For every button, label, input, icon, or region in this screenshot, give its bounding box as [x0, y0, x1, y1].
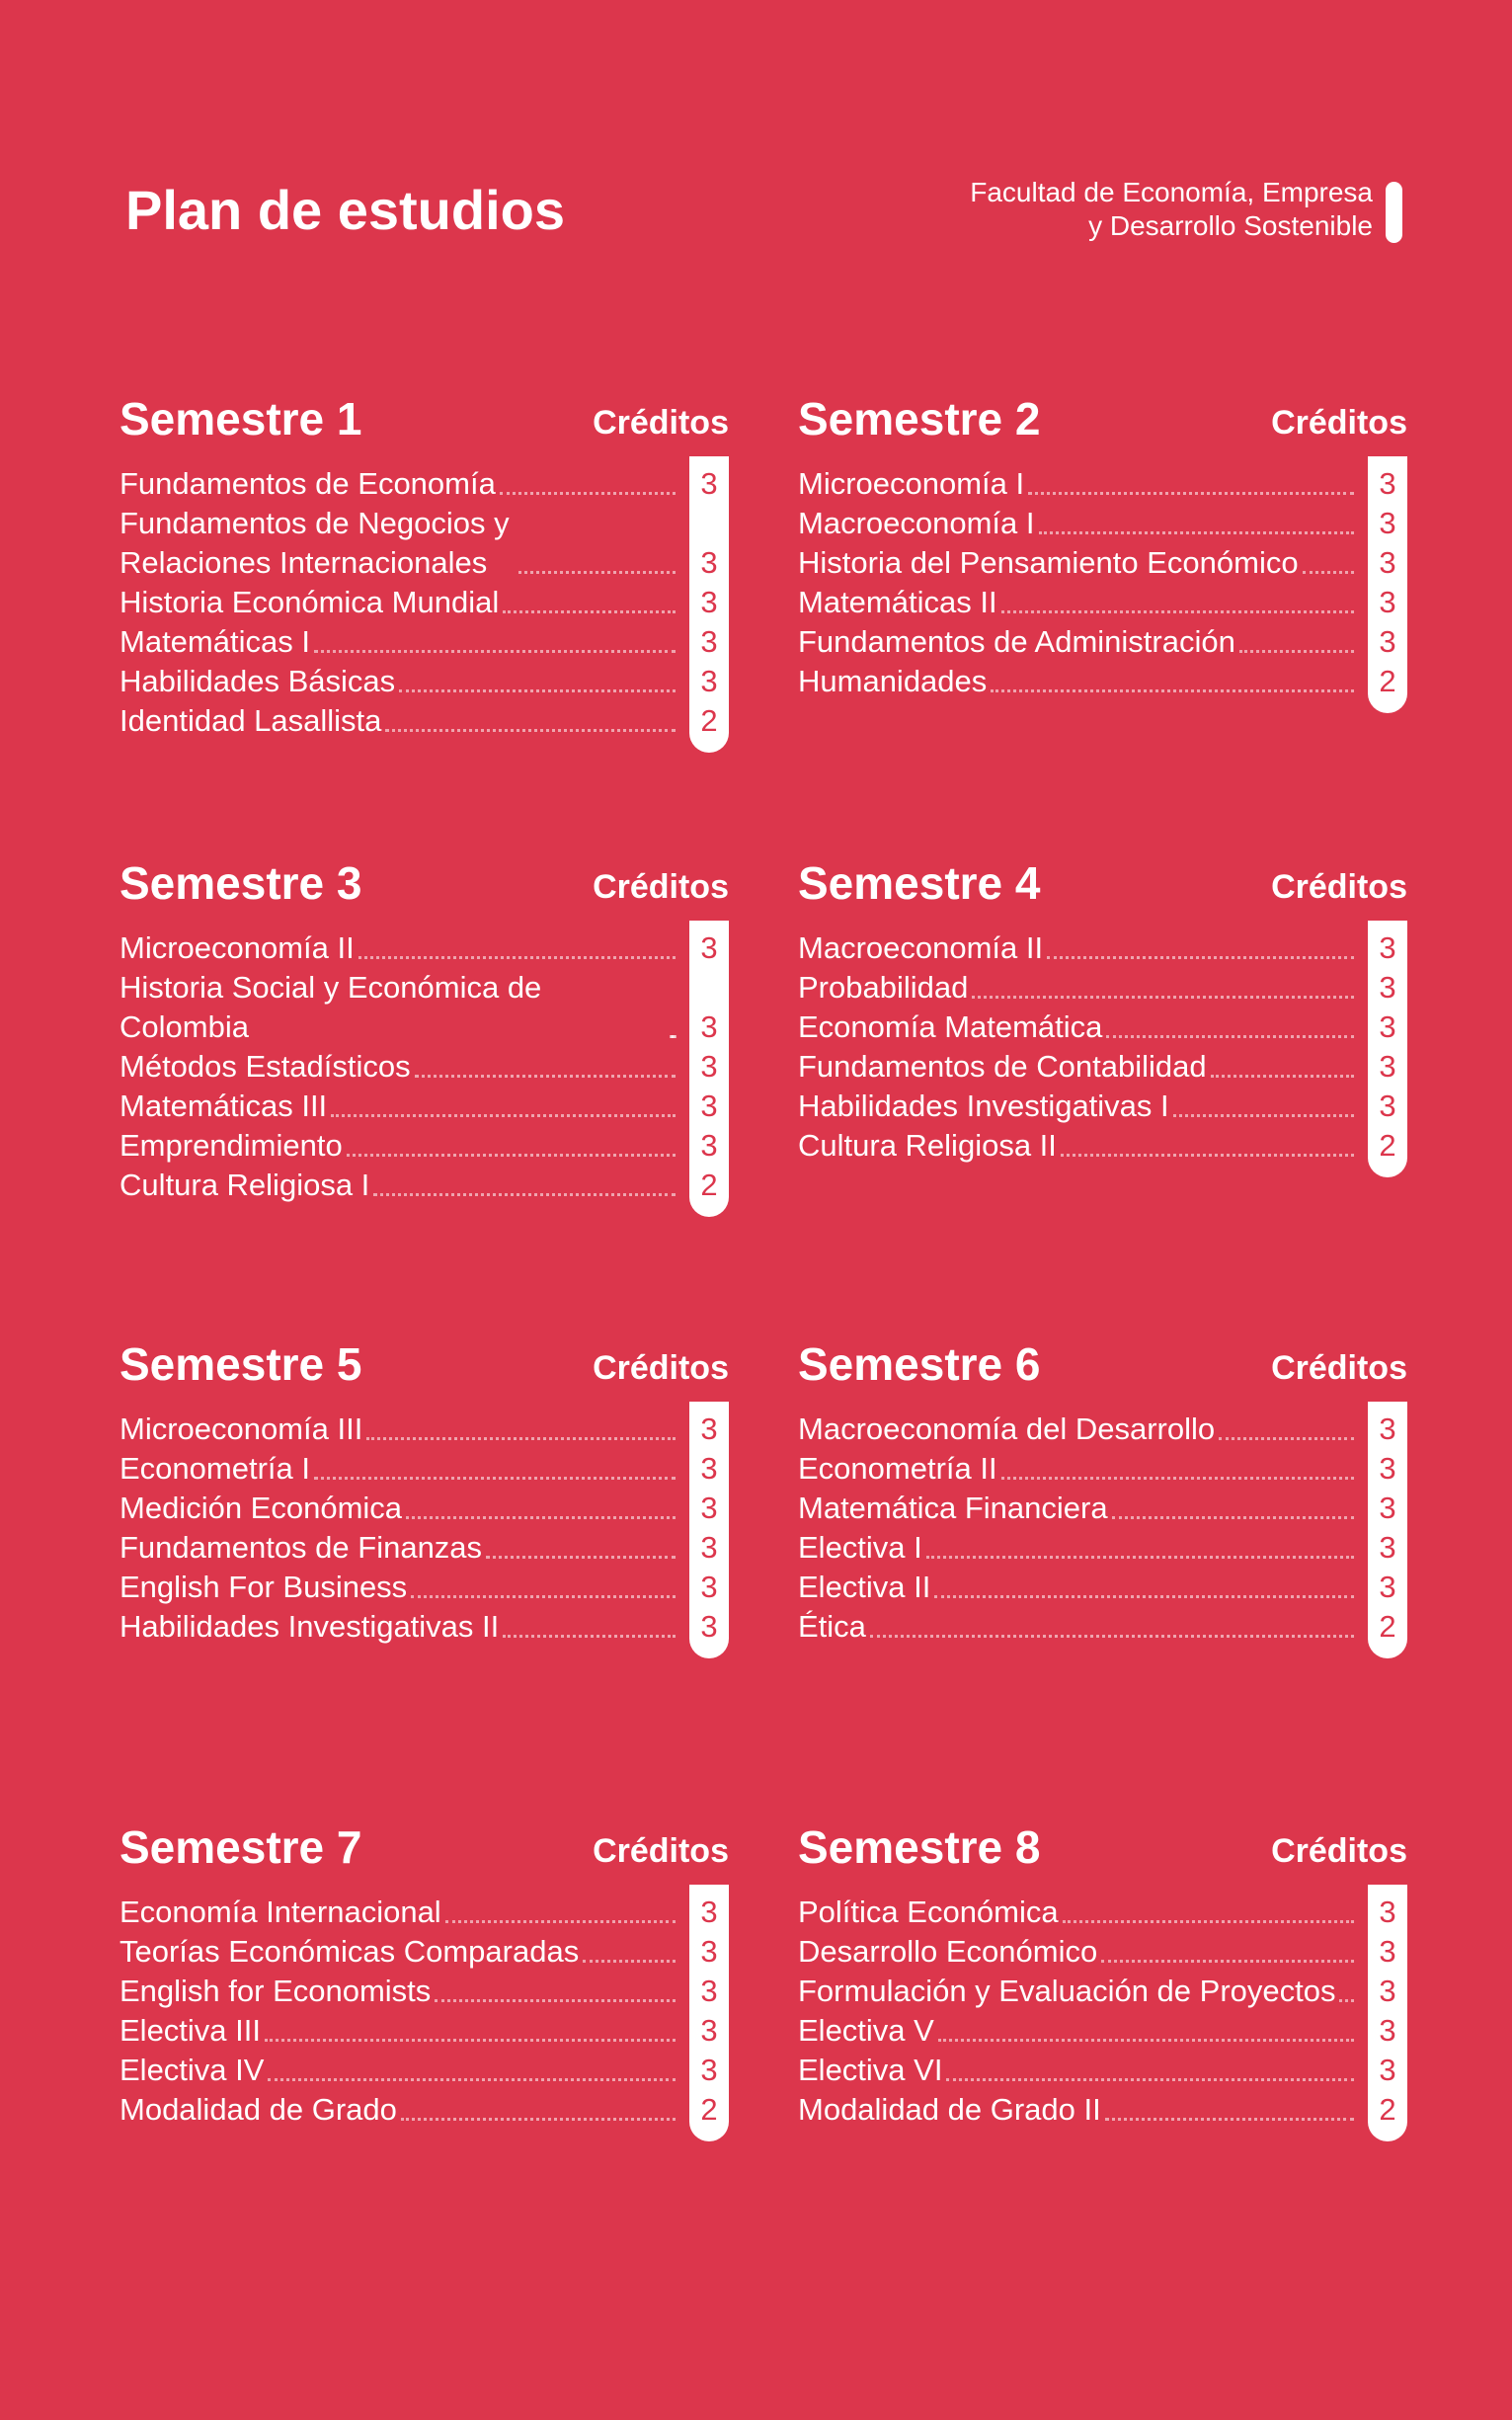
faculty-name [970, 176, 1373, 243]
semester-title: Semestre 3 [119, 857, 362, 909]
faculty-accent-bar [1386, 182, 1402, 243]
dotted-leader [1001, 610, 1354, 613]
course-credits: 3 [1379, 1974, 1396, 2008]
course-row [119, 662, 729, 701]
course-credits: 3 [1379, 545, 1396, 580]
semester-header [798, 391, 1407, 464]
course-list [119, 928, 729, 1205]
semester-header [798, 855, 1407, 928]
course-name: Electiva V [798, 2013, 934, 2048]
course-row [119, 968, 729, 1047]
course-credits: 3 [700, 545, 718, 580]
course-row [798, 968, 1407, 1008]
dotted-leader [972, 996, 1354, 999]
course-row [119, 1489, 729, 1528]
course-credits: 3 [1379, 1491, 1396, 1525]
course-name: Medición Económica [119, 1491, 403, 1525]
semester-title: Semestre 1 [119, 393, 362, 444]
course-name: Macroeconomía II [798, 930, 1044, 965]
course-name: Cultura Religiosa I [119, 1168, 370, 1202]
course-credits: 3 [700, 930, 718, 965]
course-list [798, 928, 1407, 1166]
course-name: Habilidades Investigativas II [119, 1609, 500, 1644]
course-credits: 3 [700, 1089, 718, 1123]
semester-title: Semestre 2 [798, 393, 1041, 444]
semester-8 [798, 1819, 1407, 2130]
course-row [798, 1932, 1407, 1972]
course-list [119, 1893, 729, 2130]
course-row [798, 1410, 1407, 1449]
course-credits: 3 [1379, 970, 1396, 1005]
course-name: Matemáticas I [119, 624, 310, 659]
course-name: Cultura Religiosa II [798, 1128, 1057, 1163]
semester-2 [798, 391, 1407, 701]
course-row [119, 1047, 729, 1087]
course-name: Matemáticas II [798, 585, 997, 619]
course-row [119, 1087, 729, 1126]
course-credits: 2 [1379, 1128, 1396, 1163]
course-row [119, 1893, 729, 1932]
dotted-leader [445, 1920, 676, 1923]
semester-header [119, 855, 729, 928]
course-credits: 3 [1379, 1049, 1396, 1084]
dotted-leader [406, 1516, 676, 1519]
course-row [798, 928, 1407, 968]
course-name: Fundamentos de Economía [119, 466, 496, 501]
course-credits: 3 [700, 1974, 718, 2008]
credits-column-label: Créditos [593, 1349, 729, 1387]
course-credits: 3 [700, 2053, 718, 2087]
course-name: English For Business [119, 1570, 408, 1604]
course-name: Teorías Económicas Comparadas [119, 1934, 580, 1969]
course-credits: 3 [700, 1934, 718, 1969]
course-credits: 3 [1379, 585, 1396, 619]
course-row [119, 2011, 729, 2051]
course-row [798, 1087, 1407, 1126]
dotted-leader [1101, 1960, 1354, 1963]
semester-6 [798, 1336, 1407, 1647]
course-row [798, 1607, 1407, 1647]
course-row [119, 1528, 729, 1568]
course-name: Matemática Financiera [798, 1491, 1108, 1525]
semester-5 [119, 1336, 729, 1647]
course-credits: 3 [700, 1412, 718, 1446]
course-name: Historia Social y Económica de Colombia [119, 970, 542, 1044]
faculty-line-2: y Desarrollo Sostenible [1088, 210, 1373, 241]
dotted-leader [870, 1635, 1354, 1638]
course-list [798, 464, 1407, 701]
credits-column-label: Créditos [1271, 1349, 1407, 1387]
course-row [798, 504, 1407, 543]
dotted-leader [415, 1075, 676, 1078]
course-credits: 3 [700, 664, 718, 698]
course-name: Probabilidad [798, 970, 969, 1005]
course-credits: 2 [1379, 2092, 1396, 2127]
course-row [798, 543, 1407, 583]
course-row [798, 1568, 1407, 1607]
course-credits: 2 [700, 1168, 718, 1202]
course-name: Fundamentos de Administración [798, 624, 1235, 659]
semester-1 [119, 391, 729, 741]
dotted-leader [1039, 531, 1355, 534]
page-title: Plan de estudios [125, 179, 565, 241]
semester-title: Semestre 4 [798, 857, 1041, 909]
course-row [798, 2051, 1407, 2090]
dotted-leader [938, 2039, 1354, 2042]
course-name: Matemáticas III [119, 1089, 328, 1123]
course-row [798, 1126, 1407, 1166]
course-name: Fundamentos de Contabilidad [798, 1049, 1207, 1084]
course-credits: 3 [1379, 1934, 1396, 1969]
semester-title: Semestre 8 [798, 1821, 1041, 1873]
dotted-leader [1219, 1437, 1354, 1440]
semester-title: Semestre 7 [119, 1821, 362, 1873]
dotted-leader [1028, 492, 1354, 495]
semester-3 [119, 855, 729, 1205]
course-name: Electiva IV [119, 2053, 265, 2087]
dotted-leader [486, 1556, 676, 1559]
course-name: Emprendimiento [119, 1128, 343, 1163]
course-row [119, 1972, 729, 2011]
dotted-leader [503, 610, 676, 613]
course-credits: 3 [700, 466, 718, 501]
course-row [798, 1047, 1407, 1087]
dotted-leader [399, 689, 676, 692]
course-row [119, 2051, 729, 2090]
semester-header [798, 1819, 1407, 1893]
course-name: Electiva III [119, 2013, 261, 2048]
course-credits: 2 [1379, 664, 1396, 698]
course-credits: 3 [700, 1570, 718, 1604]
dotted-leader [1173, 1114, 1354, 1117]
dotted-leader [268, 2078, 676, 2081]
dotted-leader [934, 1595, 1354, 1598]
course-credits: 3 [700, 585, 718, 619]
course-credits: 3 [700, 1128, 718, 1163]
dotted-leader [670, 1035, 676, 1038]
course-name: Econometría I [119, 1451, 310, 1486]
course-row [798, 1489, 1407, 1528]
faculty-line-1: Facultad de Economía, Empresa [970, 177, 1373, 207]
course-credits: 3 [1379, 1412, 1396, 1446]
course-list [119, 1410, 729, 1647]
course-row [119, 1607, 729, 1647]
dotted-leader [347, 1154, 676, 1157]
course-credits: 3 [1379, 466, 1396, 501]
course-name: Macroeconomía I [798, 506, 1035, 540]
course-credits: 2 [700, 703, 718, 738]
course-row [798, 2011, 1407, 2051]
course-name: Modalidad de Grado [119, 2092, 397, 2127]
course-row [798, 1972, 1407, 2011]
course-name: Identidad Lasallista [119, 703, 382, 738]
course-row [119, 701, 729, 741]
course-credits: 3 [1379, 1570, 1396, 1604]
course-credits: 3 [1379, 930, 1396, 965]
course-name: Humanidades [798, 664, 988, 698]
dotted-leader [1105, 2118, 1354, 2121]
dotted-leader [518, 571, 676, 574]
course-name: Formulación y Evaluación de Proyectos [798, 1974, 1336, 2008]
course-name: Historia del Pensamiento Económico [798, 545, 1299, 580]
course-name: Economía Matemática [798, 1009, 1103, 1044]
dotted-leader [1001, 1477, 1354, 1480]
semester-title: Semestre 6 [798, 1338, 1041, 1390]
course-name: Modalidad de Grado II [798, 2092, 1101, 2127]
course-credits: 3 [700, 1491, 718, 1525]
dotted-leader [401, 2118, 676, 2121]
course-row [798, 1449, 1407, 1489]
credits-column-label: Créditos [593, 404, 729, 442]
course-name: Macroeconomía del Desarrollo [798, 1412, 1216, 1446]
semester-header [119, 1336, 729, 1410]
course-name: Electiva VI [798, 2053, 943, 2087]
course-credits: 3 [1379, 1530, 1396, 1565]
course-name: Econometría II [798, 1451, 997, 1486]
course-credits: 3 [700, 2013, 718, 2048]
course-name: Habilidades Investigativas I [798, 1089, 1169, 1123]
course-list [798, 1893, 1407, 2130]
dotted-leader [265, 2039, 676, 2042]
course-row [798, 2090, 1407, 2130]
course-name: Habilidades Básicas [119, 664, 396, 698]
course-name: Electiva II [798, 1570, 931, 1604]
dotted-leader [358, 956, 676, 959]
dotted-leader [1106, 1035, 1354, 1038]
course-credits: 3 [1379, 2053, 1396, 2087]
semester-4 [798, 855, 1407, 1166]
course-credits: 3 [700, 1609, 718, 1644]
dotted-leader [503, 1635, 676, 1638]
credits-column-label: Créditos [1271, 404, 1407, 442]
credits-column-label: Créditos [593, 1832, 729, 1870]
course-row [798, 1008, 1407, 1047]
course-name: Ética [798, 1609, 866, 1644]
course-name: Desarrollo Económico [798, 1934, 1098, 1969]
course-row [798, 1893, 1407, 1932]
dotted-leader [366, 1437, 676, 1440]
credits-column-label: Créditos [1271, 1832, 1407, 1870]
course-credits: 2 [700, 2092, 718, 2127]
dotted-leader [1211, 1075, 1354, 1078]
course-credits: 3 [700, 1451, 718, 1486]
dotted-leader [331, 1114, 676, 1117]
course-credits: 3 [1379, 1895, 1396, 1929]
course-name: Economía Internacional [119, 1895, 441, 1929]
course-row [119, 1126, 729, 1166]
course-credits: 3 [1379, 1451, 1396, 1486]
dotted-leader [500, 492, 676, 495]
course-credits: 3 [1379, 624, 1396, 659]
dotted-leader [385, 729, 676, 732]
dotted-leader [1239, 650, 1354, 653]
dotted-leader [373, 1193, 676, 1196]
course-credits: 3 [1379, 506, 1396, 540]
dotted-leader [435, 1999, 676, 2002]
course-row [119, 583, 729, 622]
course-row [798, 583, 1407, 622]
course-name: Microeconomía I [798, 466, 1025, 501]
semester-7 [119, 1819, 729, 2130]
dotted-leader [314, 1477, 676, 1480]
course-list [798, 1410, 1407, 1647]
dotted-leader [1061, 1154, 1354, 1157]
dotted-leader [583, 1960, 676, 1963]
semester-header [119, 1819, 729, 1893]
course-name: Microeconomía III [119, 1412, 363, 1446]
course-row [798, 662, 1407, 701]
dotted-leader [1063, 1920, 1354, 1923]
course-row [119, 1568, 729, 1607]
course-row [119, 928, 729, 968]
semester-header [798, 1336, 1407, 1410]
dotted-leader [991, 689, 1354, 692]
dotted-leader [411, 1595, 676, 1598]
dotted-leader [1303, 571, 1354, 574]
course-row [798, 622, 1407, 662]
course-credits: 3 [700, 1009, 718, 1044]
course-credits: 3 [700, 1049, 718, 1084]
course-credits: 3 [1379, 1089, 1396, 1123]
course-credits: 3 [1379, 2013, 1396, 2048]
course-row [119, 622, 729, 662]
semester-title: Semestre 5 [119, 1338, 362, 1390]
course-credits: 2 [1379, 1609, 1396, 1644]
dotted-leader [1339, 1999, 1354, 2002]
course-row [119, 1166, 729, 1205]
course-credits: 3 [1379, 1009, 1396, 1044]
course-credits: 3 [700, 624, 718, 659]
dotted-leader [1047, 956, 1354, 959]
dotted-leader [946, 2078, 1354, 2081]
dotted-leader [1112, 1516, 1354, 1519]
course-name: Electiva I [798, 1530, 922, 1565]
course-name: Historia Económica Mundial [119, 585, 500, 619]
course-list [119, 464, 729, 741]
course-name: Fundamentos de Finanzas [119, 1530, 483, 1565]
course-credits: 3 [700, 1530, 718, 1565]
course-name: Política Económica [798, 1895, 1059, 1929]
course-credits: 3 [700, 1895, 718, 1929]
semester-header [119, 391, 729, 464]
course-row [119, 1932, 729, 1972]
course-name: English for Economists [119, 1974, 432, 2008]
course-row [798, 464, 1407, 504]
course-name: Métodos Estadísticos [119, 1049, 411, 1084]
course-row [798, 1528, 1407, 1568]
course-row [119, 2090, 729, 2130]
course-row [119, 464, 729, 504]
course-name: Fundamentos de Negocios y Relaciones Internacionales [119, 506, 510, 580]
course-row [119, 504, 729, 583]
dotted-leader [314, 650, 676, 653]
course-name: Microeconomía II [119, 930, 355, 965]
credits-column-label: Créditos [593, 868, 729, 906]
dotted-leader [926, 1556, 1354, 1559]
credits-column-label: Créditos [1271, 868, 1407, 906]
course-row [119, 1410, 729, 1449]
course-row [119, 1449, 729, 1489]
